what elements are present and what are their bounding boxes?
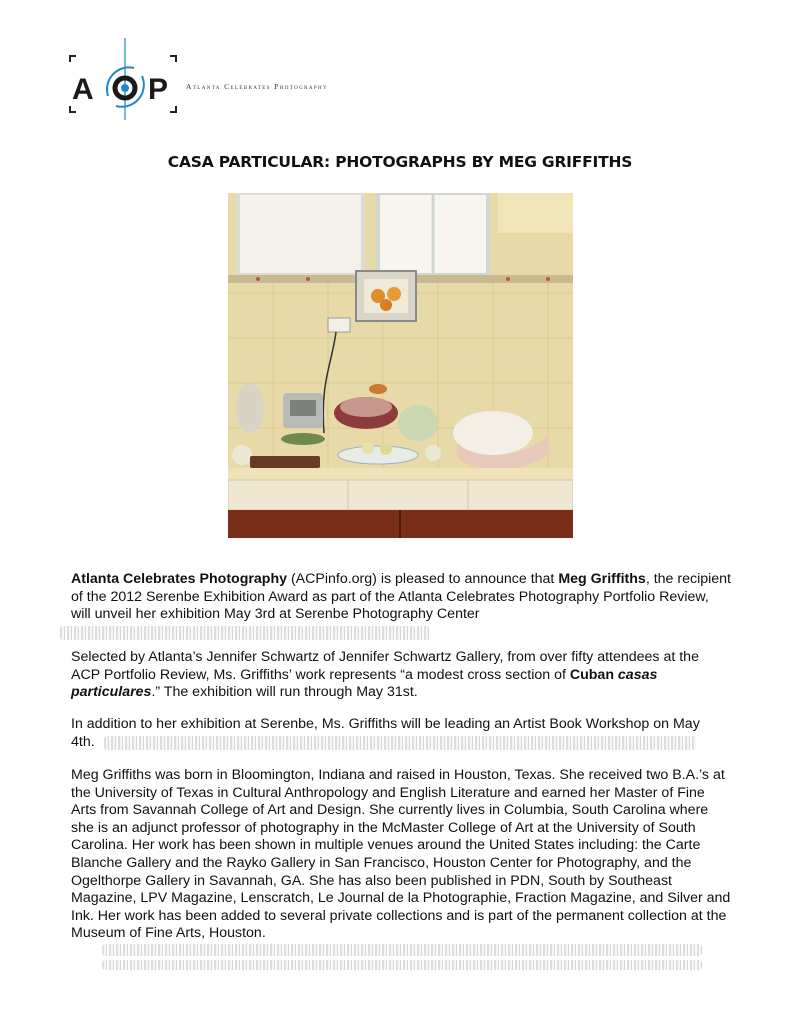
workshop-paragraph	[71, 716, 731, 734]
selection-text-b: .” The exhibition will run through May 31st.	[151, 684, 418, 701]
biography-paragraph: Meg Griffiths was born in Bloomington, Indiana and raised in Houston, Texas. She received two B.A.’s at the University of Texas in Cultural Anthropology and English Literature and earned her Master of Fine Arts from Savannah College of Art and Design. She currently lives in Columbia, South Carolina where she is an adjunct professor of photography in the McMaster College of Art at the University of South Carolina. Her work has been shown in multiple venues around the United States including: the Carte Blanche Gallery and the Rayko Gallery in San Francisco, Houston Center for Photography, and the Ogelthorpe Gallery in Savannah, GA. She has also been published in PDN, South by Southeast Magazine, LPV Magazine, Lenscratch, Le Journal de la Photographie, Fraction Magazine, and Silver and Ink. Her work has been added to several private collections and is part of the permanent collection at the Museum of Fine Arts, Houston.	[71, 767, 731, 942]
workshop-line: In addition to her exhibition at Serenbe, Ms. Griffiths will be leading an Artist Book Workshop on May	[71, 716, 700, 732]
intro-paragraph	[71, 571, 731, 624]
org-name: Atlanta Celebrates Photography	[71, 571, 288, 587]
selection-text-a: Selected by Atlanta’s Jennifer Schwartz of Jennifer Schwartz Gallery, from over fifty attendees at the ACP Portfolio Review, Ms. Griffiths’ work represents “a modest cross section of	[71, 649, 699, 683]
redacted-line	[60, 626, 430, 640]
redacted-line	[104, 736, 696, 750]
selection-bold: Cuban	[569, 666, 618, 683]
workshop-line-2: 4th.	[71, 734, 95, 750]
acp-logo-mark	[66, 36, 186, 122]
artist-name: Meg Griffiths	[558, 571, 646, 587]
redacted-line	[102, 944, 702, 956]
svg-text:P: P	[148, 73, 169, 106]
page-title: CASA PARTICULAR: PHOTOGRAPHS BY MEG GRIFFITHS	[167, 153, 633, 171]
svg-text:A: A	[72, 73, 94, 106]
acp-logo[interactable]	[66, 36, 356, 122]
redacted-line	[102, 960, 702, 970]
intro-text-b: , the recipient of the 2012 Serenbe Exhibition Award as part of the Atlanta Celebrates Photography Portfolio Review, will unveil her exhibition May 3rd at Serenbe Photography Center	[71, 571, 732, 623]
logo-wordmark: Atlanta Celebrates Photography	[186, 82, 329, 91]
exhibition-photograph	[228, 193, 573, 538]
intro-text-a: (ACPinfo.org) is pleased to announce that	[287, 571, 559, 587]
selection-bold-italic: casas particulares	[71, 666, 658, 701]
selection-paragraph	[71, 649, 731, 702]
